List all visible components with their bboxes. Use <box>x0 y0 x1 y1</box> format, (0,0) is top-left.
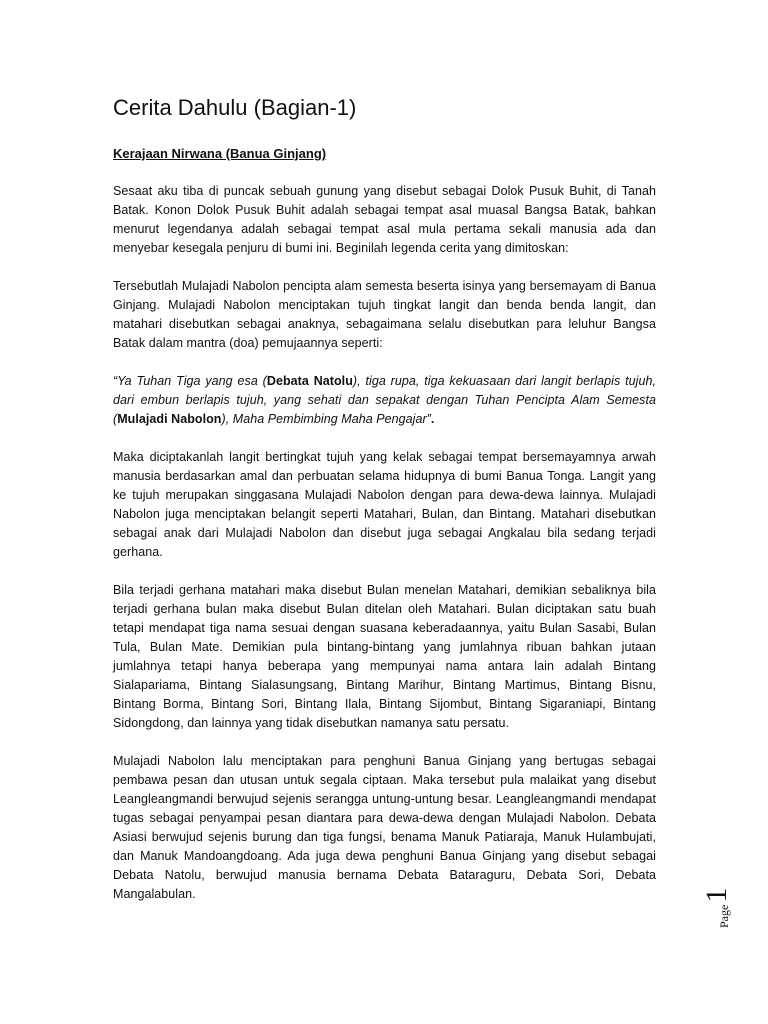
page-number: 1 <box>700 887 733 903</box>
quote-text-2: ), tiga rupa, tiga kekuasaan dari langit berlapis tujuh, dari embun berlapis tujuh, yang sehati dan sepakat dengan Tuhan Pencipta Alam Semesta ( <box>113 374 656 426</box>
document-title: Cerita Dahulu (Bagian-1) <box>113 95 357 120</box>
paragraph-4: Bila terjadi gerhana matahari maka disebut Bulan menelan Matahari, demikian sebaliknya bila terjadi gerhana bulan maka disebut Bulan ditelan oleh Matahari. Bulan diciptakan satu buah tetapi mendapat tiga nama sesuai dengan suasana keberadaannya, yaitu Bulan Sasabi, Bulan Tula, Bulan Mate. Demikian pula bintang-bintang yang jumlahnya ribuan bahkan jutaan jumlahnya tetapi hanya beberapa yang mempunyai nama antara lain adalah Bintang Sialapariama, Bintang Sialasungsang, Bintang Marihur, Bintang Martimus, Bintang Bisnu, Bintang Borma, Bintang Sori, Bintang Ilala, Bintang Sijombut, Bintang Sigaraniapi, Bintang Sidongdong, dan lainnya yang tidak disebutkan namanya satu persatu. <box>113 583 656 730</box>
mantra-quote <box>113 372 656 429</box>
quote-text-3: ), Maha Pembimbing Maha Pengajar” <box>221 412 431 426</box>
document-page <box>113 94 656 904</box>
paragraph-3: Maka diciptakanlah langit bertingkat tujuh yang kelak sebagai tempat bersemayamnya arwah manusia berdasarkan amal dan perbuatan selama hidupnya di bumi Banua Tonga. Langit yang ke tujuh merupakan singgasana Mulajadi Nabolon dengan para dewa-dewa lainnya. Mulajadi Nabolon juga menciptakan belangit seperti Matahari, Bulan, dan Bintang. Matahari disebutkan sebagai anak dari Mulajadi Nabolon dan disebut juga sebagai Angkalau bila sedang terjadi gerhana. <box>113 450 656 559</box>
paragraph-2: Tersebutlah Mulajadi Nabolon pencipta alam semesta beserta isinya yang bersemayam di Banua Ginjang. Mulajadi Nabolon menciptakan tujuh tingkat langit dan benda benda langit, dan matahari disebutkan sebagai anaknya, sebagaimana selalu disebutkan para leluhur Bangsa Batak dalam mantra (doa) pemujaannya seperti: <box>113 279 656 350</box>
quote-bold-debata-natolu: Debata Natolu <box>266 374 353 388</box>
quote-text-1: “Ya Tuhan Tiga yang esa ( <box>113 374 267 388</box>
page-number-footer <box>692 888 732 928</box>
page-label: Page <box>717 904 731 928</box>
section-heading: Kerajaan Nirwana (Banua Ginjang) <box>113 146 327 161</box>
quote-bold-mulajadi-nabolon: Mulajadi Nabolon <box>117 412 222 426</box>
paragraph-5: Mulajadi Nabolon lalu menciptakan para penghuni Banua Ginjang yang bertugas sebagai pembawa pesan dan utusan untuk segala ciptaan. Maka tersebut pula malaikat yang disebut Leangleangmandi berwujud sejenis serangga untung-untung besar. Leangleangmandi mendapat tugas sebagai penyampai pesan diantara para dewa-dewa dengan Mulajadi Nabolon. Debata Asiasi berwujud sejenis burung dan tiga fungsi, benama Manuk Patiaraja, Manuk Hulambujati, dan Manuk Mandoangdoang. Ada juga dewa penghuni Banua Ginjang yang disebut sebagai Debata Natolu, berwujud manusia bernama Debata Bataraguru, Debata Sori, Debata Mangalabulan. <box>113 754 656 901</box>
quote-end: . <box>430 412 435 426</box>
paragraph-1: Sesaat aku tiba di puncak sebuah gunung yang disebut sebagai Dolok Pusuk Buhit, di Tanah Batak. Konon Dolok Pusuk Buhit adalah sebagai tempat asal muasal Bangsa Batak, bahkan menurut legendanya adalah sebagai tempat asal mula pertama sekali manusia ada dan menyebar kesegala penjuru di bumi ini. Beginilah legenda cerita yang dimitoskan: <box>113 184 656 255</box>
